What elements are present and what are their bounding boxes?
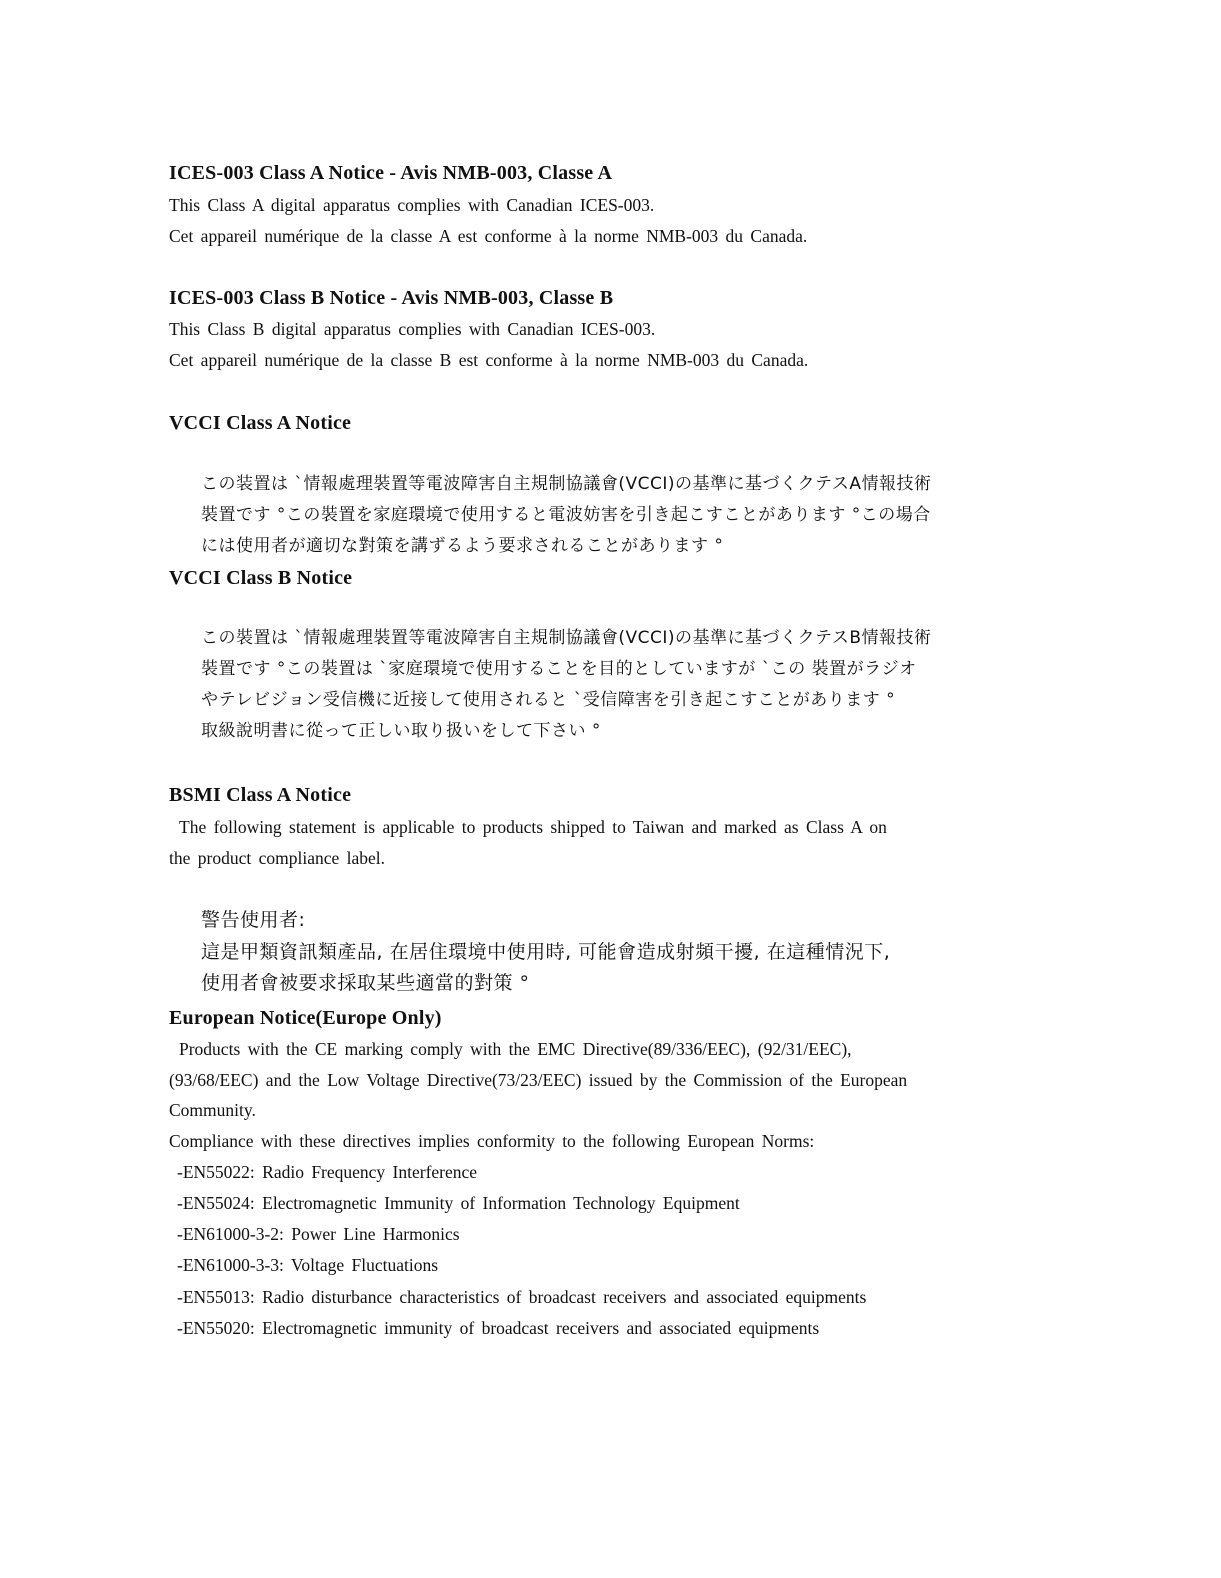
vcci-a-line-2: 裝置です °この裝置を家庭環境で使用すると電波妨害を引き起こすことがあります °この場合 [201,505,931,525]
norm-item: -EN55013: Radio disturbance characteristics of broadcast receivers and associated equipments [177,1287,867,1307]
european-heading: European Notice(Europe Only) [169,1007,442,1029]
vcci-b-line-2: 裝置です °この裝置は `家庭環境で使用することを目的としていますが `この 裝置がラジオ [201,659,917,679]
bsmi-line-2: the product compliance label. [169,848,386,868]
vcci-b-line-4: 取級說明書に從って正しい取り扱いをして下さい ° [201,721,601,741]
vcci-b-heading: VCCI Class B Notice [169,567,353,589]
ices-b-heading: ICES-003 Class B Notice - Avis NMB-003, Classe B [169,287,614,309]
norm-item: -EN55022: Radio Frequency Interference [177,1162,478,1182]
bsmi-warning-line-1: 警告使用者: [201,909,306,931]
bsmi-line-1: The following statement is applicable to products shipped to Taiwan and marked as Class A on [179,817,887,837]
vcci-a-heading: VCCI Class A Notice [169,412,352,434]
norm-item: -EN55024: Electromagnetic Immunity of Information Technology Equipment [177,1193,740,1213]
bsmi-warning-line-3: 使用者會被要求採取某些適當的對策 ° [201,972,530,994]
norm-item: -EN61000-3-2: Power Line Harmonics [177,1224,460,1244]
ices-b-line-1: This Class B digital apparatus complies with Canadian ICES-003. [169,319,656,339]
vcci-a-line-3: には使用者が適切な對策を講ずるよう要求されることがあります ° [201,536,724,556]
bsmi-heading: BSMI Class A Notice [169,784,352,806]
ices-b-line-2: Cet appareil numérique de la classe B est conforme à la norme NMB-003 du Canada. [169,350,809,370]
ices-a-heading: ICES-003 Class A Notice - Avis NMB-003, Classe A [169,162,613,184]
european-line-4: Compliance with these directives implies conformity to the following European Norms: [169,1131,815,1151]
european-line-3: Community. [169,1100,256,1120]
vcci-b-line-3: やテレビジョン受信機に近接して使用されると `受信障害を引き起こすことがあります ° [201,690,896,710]
ices-a-line-2: Cet appareil numérique de la classe A est conforme à la norme NMB-003 du Canada. [169,226,808,246]
european-line-1: Products with the CE marking comply with the EMC Directive(89/336/EEC), (92/31/EEC), [179,1039,852,1059]
vcci-b-line-1: この裝置は `情報處理裝置等電波障害自主規制協議會(VCCI)の基準に基づくクテスB情報技術 [201,628,932,648]
norm-item: -EN55020: Electromagnetic immunity of broadcast receivers and associated equipments [177,1318,820,1338]
ices-a-line-1: This Class A digital apparatus complies with Canadian ICES-003. [169,195,655,215]
norm-item: -EN61000-3-3: Voltage Fluctuations [177,1255,439,1275]
bsmi-warning-line-2: 這是甲類資訊類產品, 在居住環境中使用時, 可能會造成射頻干擾, 在這種情況下, [201,941,891,963]
vcci-a-line-1: この装置は `情報處理裝置等電波障害自主規制協議會(VCCI)の基準に基づくクテスA情報技術 [201,474,932,494]
european-line-2: (93/68/EEC) and the Low Voltage Directive(73/23/EEC) issued by the Commission of the European [169,1070,908,1090]
